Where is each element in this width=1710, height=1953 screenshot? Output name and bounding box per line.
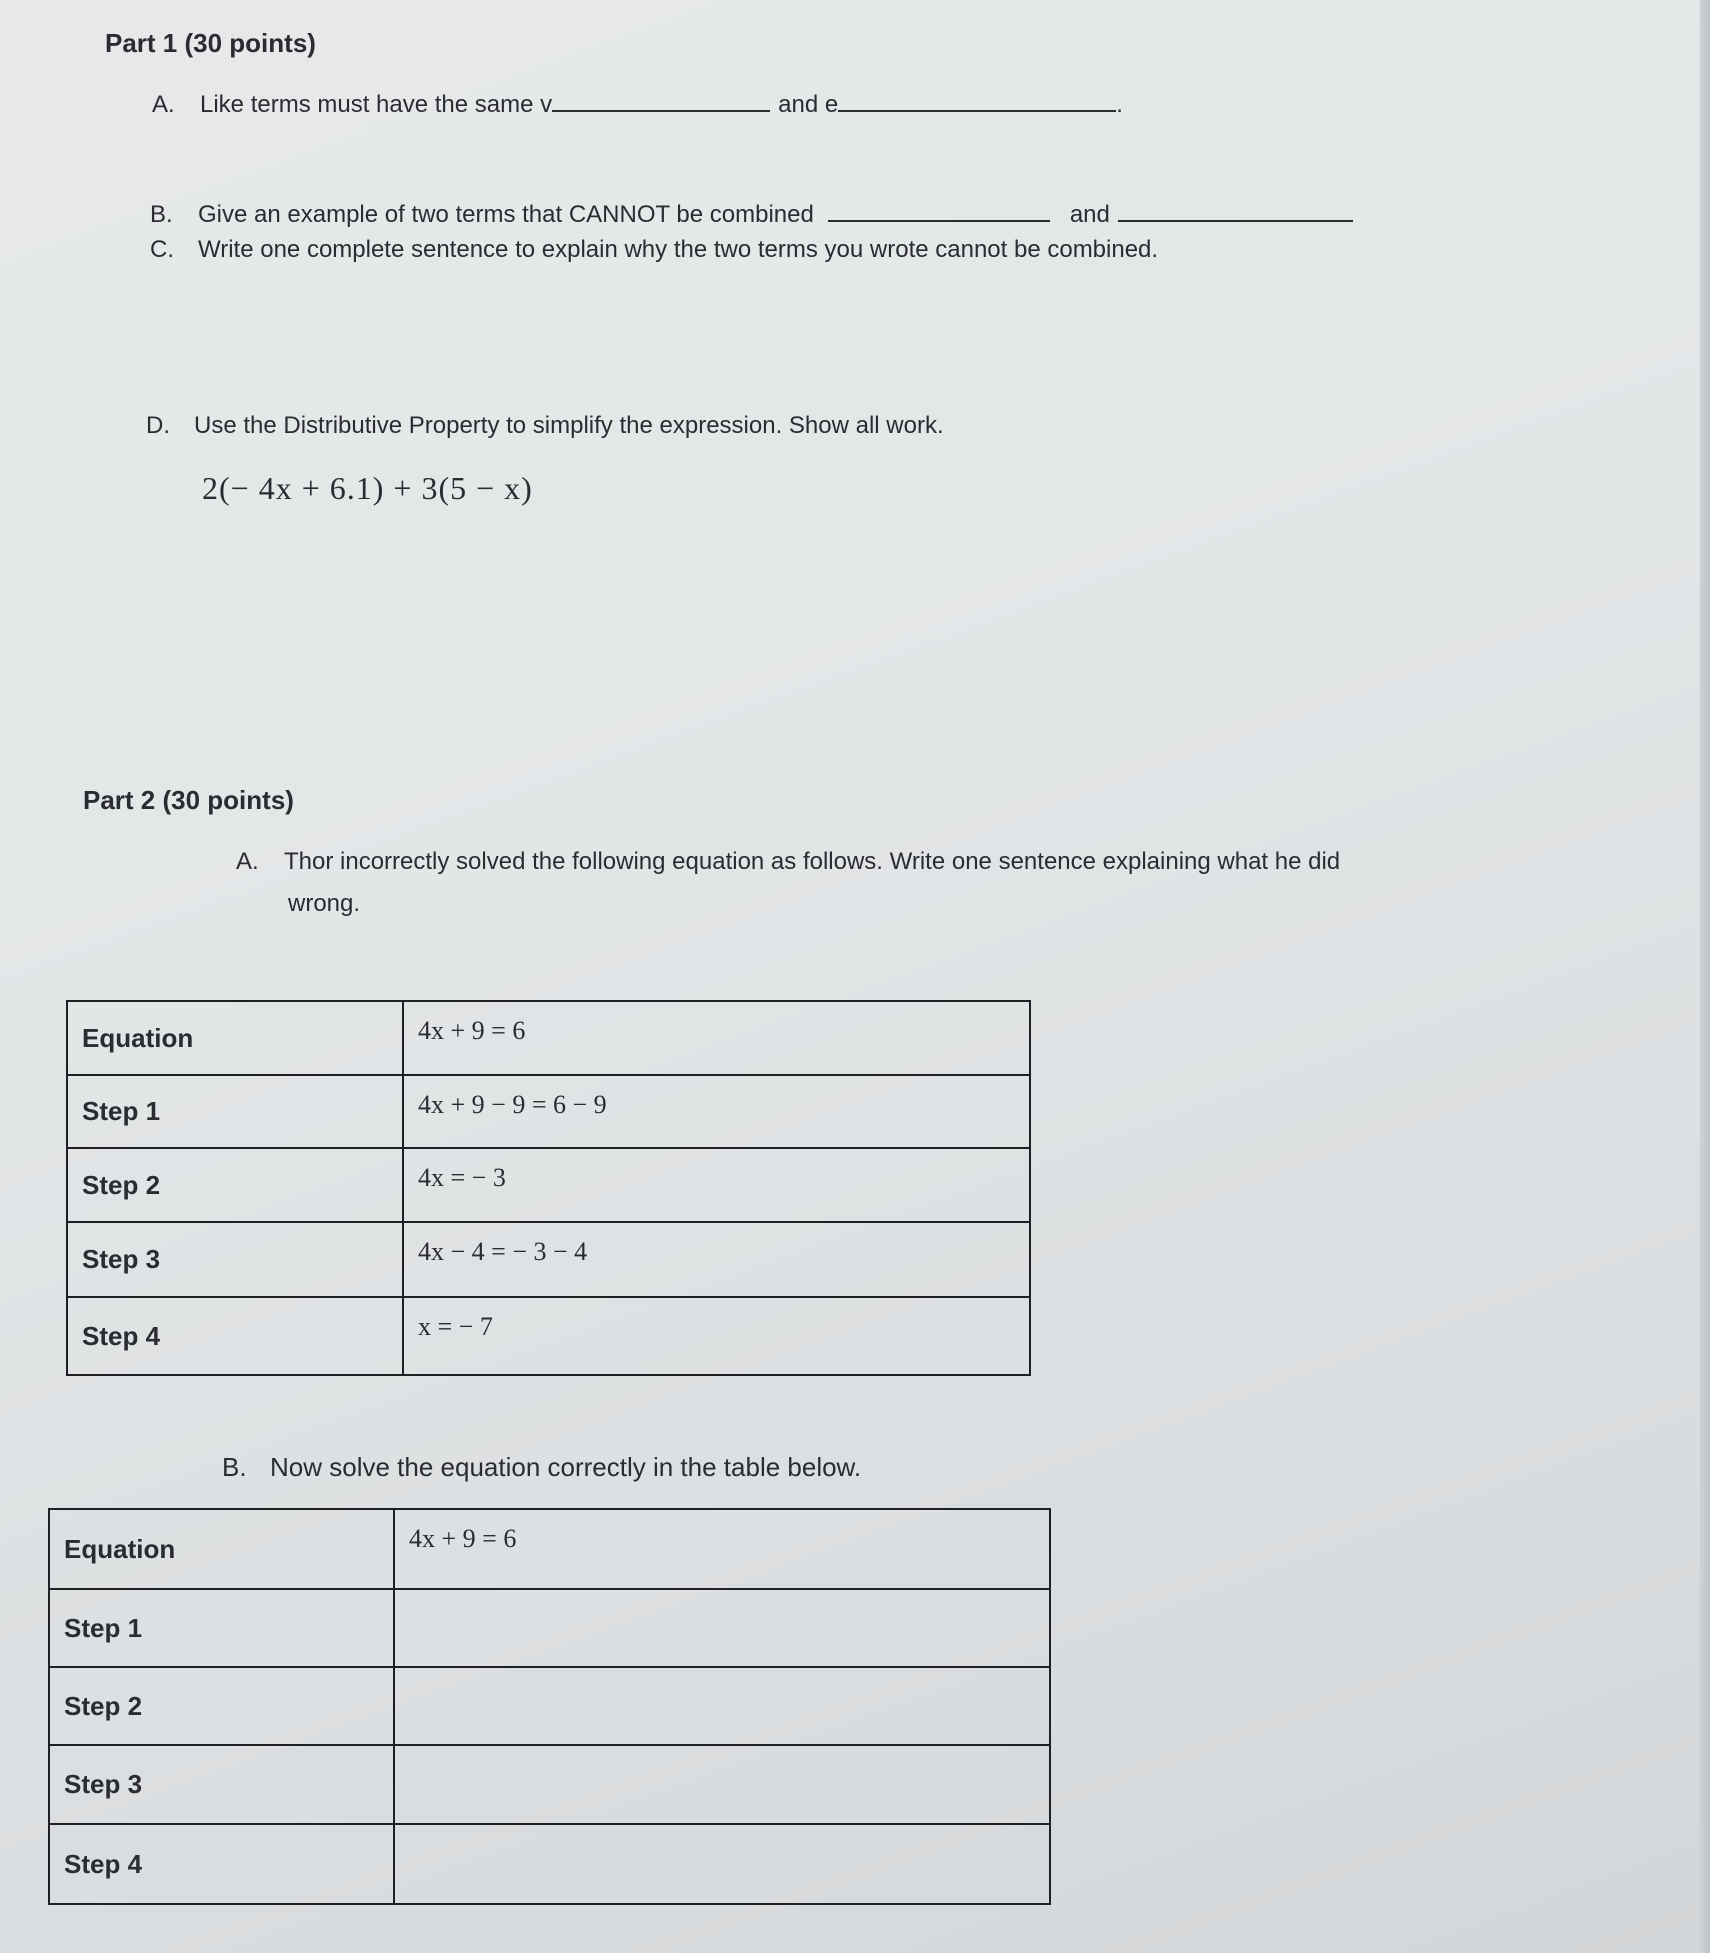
answer-cell-step-2[interactable] (394, 1667, 1050, 1745)
question-2b-text: Now solve the equation correctly in the table below. (270, 1452, 862, 1482)
question-letter: A. (152, 91, 175, 118)
table-row (67, 1001, 1030, 1075)
table-row (67, 1075, 1030, 1148)
table-row (67, 1297, 1030, 1375)
question-1b (150, 198, 1353, 229)
question-1a (152, 88, 1123, 119)
row-equation: 4x + 9 = 6 (403, 1001, 1030, 1075)
answer-cell-step-3[interactable] (394, 1745, 1050, 1824)
table-row (49, 1824, 1050, 1904)
row-equation: 4x + 9 − 9 = 6 − 9 (403, 1075, 1030, 1148)
table-row (67, 1148, 1030, 1222)
question-1a-text-end: . (1116, 91, 1123, 118)
correct-solution-table (48, 1508, 1051, 1905)
question-1d (146, 412, 944, 440)
page-edge (1700, 0, 1710, 1953)
table-row (49, 1745, 1050, 1824)
question-1d-text: Use the Distributive Property to simplify the expression. Show all work. (194, 412, 944, 439)
row-label: Step 4 (67, 1297, 403, 1375)
table-row (49, 1509, 1050, 1589)
row-label: Step 1 (49, 1589, 394, 1667)
row-label: Equation (49, 1509, 394, 1589)
row-label: Step 4 (49, 1824, 394, 1904)
question-1a-text-middle: and e (778, 91, 839, 118)
answer-cell-step-4[interactable] (394, 1824, 1050, 1904)
row-equation: 4x = − 3 (403, 1148, 1030, 1222)
question-letter: B. (150, 201, 173, 228)
row-label: Step 2 (49, 1667, 394, 1745)
answer-blank-exponent[interactable] (838, 88, 1116, 112)
row-label: Step 1 (67, 1075, 403, 1148)
part2-heading: Part 2 (30 points) (83, 785, 294, 815)
question-1c-text: Write one complete sentence to explain why the two terms you wrote cannot be combined. (198, 236, 1159, 263)
row-label: Equation (67, 1001, 403, 1075)
question-letter: B. (222, 1452, 247, 1482)
question-2a-line2: wrong. (288, 890, 361, 917)
row-label: Step 3 (67, 1222, 403, 1297)
question-2a-line1: Thor incorrectly solved the following equation as follows. Write one sentence explaining what he did (284, 848, 1341, 875)
table-row (49, 1589, 1050, 1667)
row-equation: x = − 7 (403, 1297, 1030, 1375)
question-letter: C. (150, 236, 174, 263)
table-row (49, 1667, 1050, 1745)
question-2a (236, 848, 1340, 876)
distributive-expression: 2(− 4x + 6.1) + 3(5 − x) (202, 470, 533, 506)
question-1b-and: and (1069, 201, 1110, 228)
answer-cell-step-1[interactable] (394, 1589, 1050, 1667)
part1-heading: Part 1 (30 points) (105, 28, 316, 58)
row-equation: 4x − 4 = − 3 − 4 (403, 1222, 1030, 1297)
answer-blank-term-1[interactable] (828, 198, 1050, 222)
row-label: Step 2 (67, 1148, 403, 1222)
incorrect-solution-table (66, 1000, 1031, 1376)
row-label: Step 3 (49, 1745, 394, 1824)
table-row (67, 1222, 1030, 1297)
question-2b (222, 1452, 861, 1483)
question-1c (150, 236, 1158, 264)
question-letter: D. (146, 412, 170, 439)
question-1b-text: Give an example of two terms that CANNOT be combined (198, 201, 814, 228)
question-1a-text-before: Like terms must have the same v (200, 91, 553, 118)
question-letter: A. (236, 848, 259, 875)
answer-blank-variable[interactable] (552, 88, 770, 112)
row-equation: 4x + 9 = 6 (394, 1509, 1050, 1589)
answer-blank-term-2[interactable] (1118, 198, 1353, 222)
